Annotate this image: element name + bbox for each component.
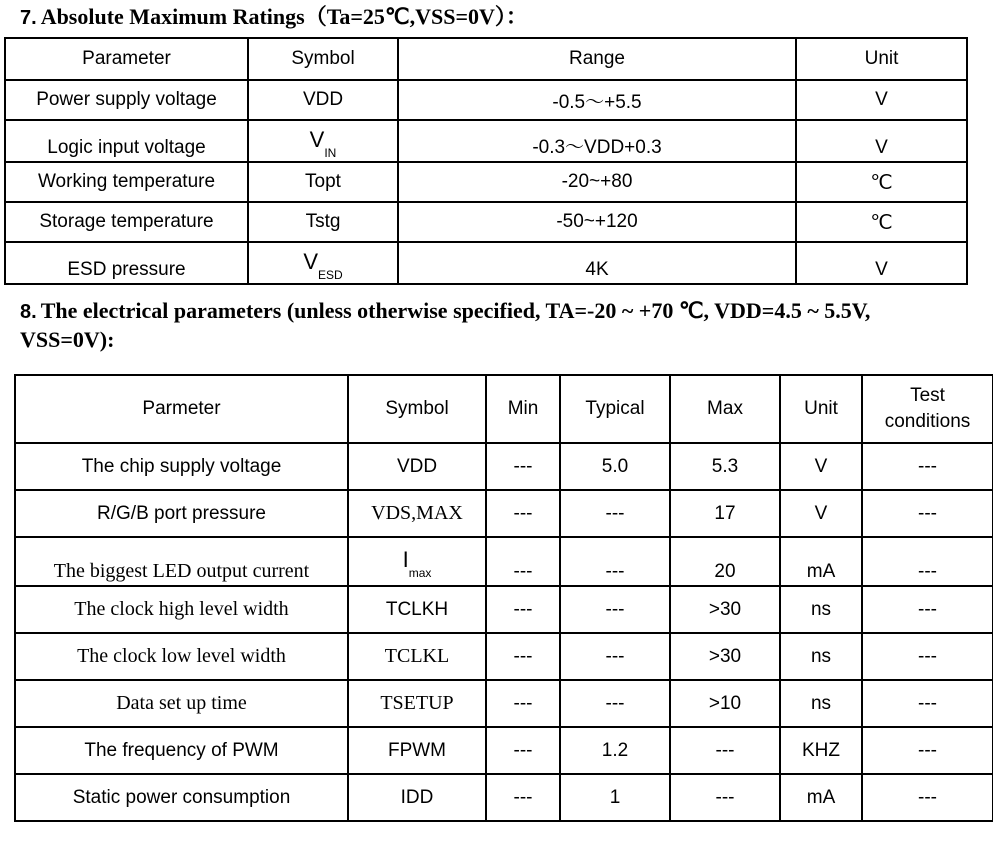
typical-cell: 1 bbox=[560, 774, 670, 821]
col-header-min: Min bbox=[486, 375, 560, 443]
range-cell: -20~+80 bbox=[398, 162, 796, 202]
param-cell: Logic input voltage bbox=[5, 120, 248, 162]
max-cell: --- bbox=[670, 774, 780, 821]
col-header-typical: Typical bbox=[560, 375, 670, 443]
symbol-cell: TCLKH bbox=[348, 586, 486, 633]
symbol-cell: FPWM bbox=[348, 727, 486, 774]
section-8-number: 8. bbox=[20, 301, 37, 323]
min-cell: --- bbox=[486, 537, 560, 586]
unit-cell: V bbox=[780, 490, 862, 537]
unit-cell: KHZ bbox=[780, 727, 862, 774]
max-cell: 17 bbox=[670, 490, 780, 537]
table-row bbox=[15, 727, 993, 774]
symbol-subscript: max bbox=[408, 566, 432, 580]
param-cell: The biggest LED output current bbox=[15, 537, 348, 586]
table-header-row bbox=[5, 38, 967, 80]
table-row bbox=[5, 80, 967, 120]
table-row bbox=[15, 680, 993, 727]
symbol-main: I bbox=[402, 547, 409, 572]
section-8-heading bbox=[20, 297, 870, 354]
param-cell: Working temperature bbox=[5, 162, 248, 202]
param-cell: R/G/B port pressure bbox=[15, 490, 348, 537]
min-cell: --- bbox=[486, 774, 560, 821]
symbol-cell: VDD bbox=[348, 443, 486, 490]
max-cell: --- bbox=[670, 727, 780, 774]
absolute-max-ratings-table bbox=[4, 37, 968, 285]
param-cell: The frequency of PWM bbox=[15, 727, 348, 774]
symbol-main: V bbox=[303, 248, 318, 274]
test-cell: --- bbox=[862, 727, 993, 774]
min-cell: --- bbox=[486, 680, 560, 727]
col-header-parameter: Parameter bbox=[5, 38, 248, 80]
typical-cell: 1.2 bbox=[560, 727, 670, 774]
symbol-cell: VDS,MAX bbox=[348, 490, 486, 537]
symbol-subscript: ESD bbox=[318, 267, 343, 282]
symbol-cell: Tstg bbox=[248, 202, 398, 242]
table-row bbox=[15, 633, 993, 680]
electrical-parameters-table bbox=[14, 374, 993, 822]
max-cell: >30 bbox=[670, 633, 780, 680]
typical-cell: --- bbox=[560, 680, 670, 727]
unit-cell: ℃ bbox=[796, 202, 967, 242]
table-row bbox=[5, 162, 967, 202]
param-cell: The chip supply voltage bbox=[15, 443, 348, 490]
max-cell: 20 bbox=[670, 537, 780, 586]
table-row bbox=[5, 202, 967, 242]
symbol-subscript: IN bbox=[324, 145, 337, 160]
section-7-heading bbox=[20, 3, 528, 32]
table-row bbox=[15, 586, 993, 633]
table-row bbox=[15, 774, 993, 821]
typical-cell: --- bbox=[560, 537, 670, 586]
test-cell: --- bbox=[862, 537, 993, 586]
unit-cell: mA bbox=[780, 537, 862, 586]
unit-cell: V bbox=[780, 443, 862, 490]
param-cell: Static power consumption bbox=[15, 774, 348, 821]
max-cell: >30 bbox=[670, 586, 780, 633]
min-cell: --- bbox=[486, 443, 560, 490]
table-row bbox=[15, 490, 993, 537]
unit-cell: ns bbox=[780, 680, 862, 727]
col-header-unit: Unit bbox=[780, 375, 862, 443]
col-header-symbol: Symbol bbox=[348, 375, 486, 443]
range-cell: -50~+120 bbox=[398, 202, 796, 242]
symbol-cell: Topt bbox=[248, 162, 398, 202]
min-cell: --- bbox=[486, 586, 560, 633]
param-cell: Data set up time bbox=[15, 680, 348, 727]
unit-cell: ℃ bbox=[796, 162, 967, 202]
col-header-unit: Unit bbox=[796, 38, 967, 80]
col-header-range: Range bbox=[398, 38, 796, 80]
table-row bbox=[5, 120, 967, 162]
symbol-cell: TCLKL bbox=[348, 633, 486, 680]
typical-cell: --- bbox=[560, 586, 670, 633]
param-cell: The clock low level width bbox=[15, 633, 348, 680]
unit-cell: ns bbox=[780, 586, 862, 633]
section-7-number: 7. bbox=[20, 7, 37, 29]
section-7-title: Absolute Maximum Ratings（Ta=25℃,VSS=0V）： bbox=[40, 4, 528, 29]
test-cell: --- bbox=[862, 633, 993, 680]
col-header-test-conditions: Test conditions bbox=[862, 375, 993, 443]
unit-cell: V bbox=[796, 120, 967, 162]
range-cell: -0.5～+5.5 bbox=[398, 80, 796, 120]
unit-cell: V bbox=[796, 242, 967, 284]
test-cell: --- bbox=[862, 443, 993, 490]
typical-cell: 5.0 bbox=[560, 443, 670, 490]
symbol-cell bbox=[348, 537, 486, 586]
col-header-max: Max bbox=[670, 375, 780, 443]
section-8-title-line1: The electrical parameters (unless otherwise specified, TA=-20 ~ +70 ℃, VDD=4.5 ~ 5.5V, bbox=[40, 298, 871, 323]
table-row bbox=[5, 242, 967, 284]
table-row bbox=[15, 537, 993, 586]
unit-cell: mA bbox=[780, 774, 862, 821]
section-8-title-line2: VSS=0V): bbox=[20, 327, 115, 352]
param-cell: Power supply voltage bbox=[5, 80, 248, 120]
col-header-parameter: Parmeter bbox=[15, 375, 348, 443]
test-cell: --- bbox=[862, 490, 993, 537]
typical-cell: --- bbox=[560, 633, 670, 680]
unit-cell: V bbox=[796, 80, 967, 120]
symbol-cell: IDD bbox=[348, 774, 486, 821]
test-cell: --- bbox=[862, 586, 993, 633]
param-cell: ESD pressure bbox=[5, 242, 248, 284]
param-cell: The clock high level width bbox=[15, 586, 348, 633]
symbol-cell: VDD bbox=[248, 80, 398, 120]
test-cell: --- bbox=[862, 680, 993, 727]
symbol-cell: TSETUP bbox=[348, 680, 486, 727]
min-cell: --- bbox=[486, 490, 560, 537]
range-cell: -0.3～VDD+0.3 bbox=[398, 120, 796, 162]
typical-cell: --- bbox=[560, 490, 670, 537]
min-cell: --- bbox=[486, 633, 560, 680]
param-cell: Storage temperature bbox=[5, 202, 248, 242]
max-cell: 5.3 bbox=[670, 443, 780, 490]
max-cell: >10 bbox=[670, 680, 780, 727]
symbol-main: V bbox=[309, 126, 325, 152]
table-header-row bbox=[15, 375, 993, 443]
symbol-cell bbox=[248, 120, 398, 162]
table-row bbox=[15, 443, 993, 490]
unit-cell: ns bbox=[780, 633, 862, 680]
col-header-symbol: Symbol bbox=[248, 38, 398, 80]
test-cell: --- bbox=[862, 774, 993, 821]
symbol-cell bbox=[248, 242, 398, 284]
range-cell: 4K bbox=[398, 242, 796, 284]
min-cell: --- bbox=[486, 727, 560, 774]
